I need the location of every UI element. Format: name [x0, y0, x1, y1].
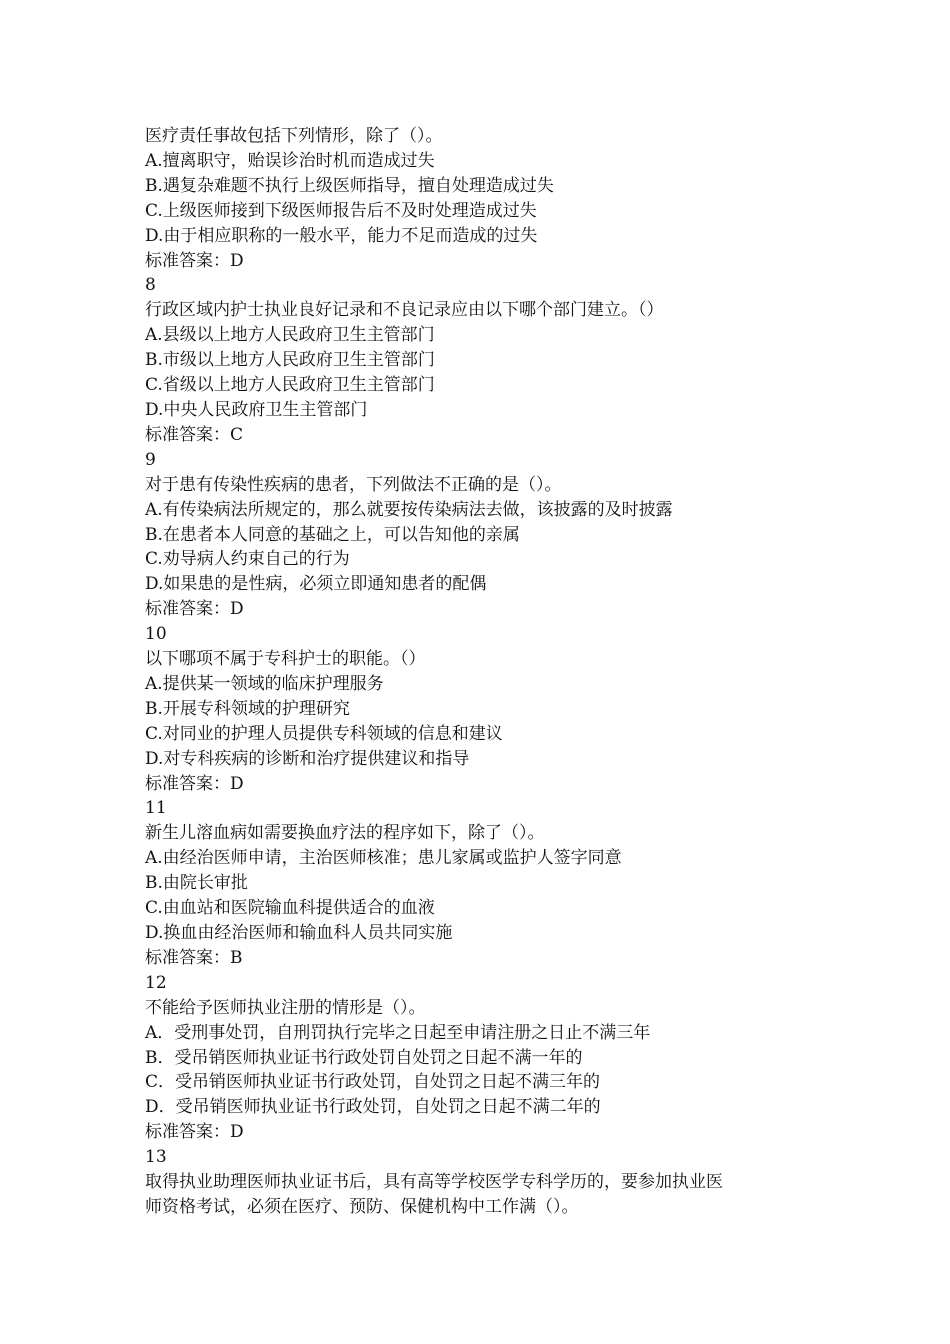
question-stem: 对于患有传染性疾病的患者，下列做法不正确的是（）。 [145, 474, 562, 495]
option-b: B.由院长审批 [145, 873, 248, 894]
question-stem: 新生儿溶血病如需要换血疗法的程序如下，除了（）。 [145, 823, 545, 844]
option-d: D.换血由经治医师和输血科人员共同实施 [145, 923, 453, 943]
option-d: D.中央人民政府卫生主管部门 [145, 399, 368, 420]
option-b: B.在患者本人同意的基础之上，可以告知他的亲属 [145, 524, 520, 545]
option-c: C.上级医师接到下级医师报告后不及时处理造成过失 [145, 200, 537, 221]
option-c: C.劝导病人约束自己的行为 [145, 549, 350, 570]
question-number: 13 [145, 1147, 167, 1168]
question-stem: 行政区域内护士执业良好记录和不良记录应由以下哪个部门建立。（） [145, 300, 664, 321]
standard-answer: 标准答案：D [145, 1122, 244, 1143]
option-b: B.市级以上地方人民政府卫生主管部门 [145, 350, 435, 371]
standard-answer: 标准答案：C [145, 424, 244, 445]
standard-answer: 标准答案：D [145, 773, 244, 794]
option-c: C．受吊销医师执业证书行政处罚，自处罚之日起不满三年的 [145, 1072, 601, 1093]
question-number: 11 [145, 798, 167, 819]
option-a: A．受刑事处罚，自刑罚执行完毕之日起至申请注册之日止不满三年 [145, 1022, 651, 1043]
option-a: A.擅离职守，贻误诊治时机而造成过失 [145, 150, 435, 171]
option-d: D.由于相应职称的一般水平，能力不足而造成的过失 [145, 225, 538, 246]
question-number: 12 [145, 972, 167, 993]
option-d: D．受吊销医师执业证书行政处罚，自处罚之日起不满二年的 [145, 1097, 601, 1118]
standard-answer: 标准答案：D [145, 599, 244, 620]
question-stem: 不能给予医师执业注册的情形是（）。 [145, 997, 426, 1018]
question-stem: 以下哪项不属于专科护士的职能。（） [145, 649, 426, 670]
question-stem: 医疗责任事故包括下列情形，除了（）。 [145, 126, 443, 146]
option-b: B．受吊销医师执业证书行政处罚自处罚之日起不满一年的 [145, 1047, 583, 1068]
question-stem-line-1: 取得执业助理医师执业证书后，具有高等学校医学专科学历的，要参加执业医 [145, 1172, 723, 1193]
option-a: A.提供某一领域的临床护理服务 [145, 673, 384, 694]
question-number: 9 [145, 449, 156, 470]
option-c: C.省级以上地方人民政府卫生主管部门 [145, 375, 435, 396]
question-number: 10 [145, 624, 167, 645]
option-d: D.对专科疾病的诊断和治疗提供建议和指导 [145, 748, 470, 769]
option-b: B.开展专科领域的护理研究 [145, 698, 350, 719]
option-b: B.遇复杂难题不执行上级医师指导，擅自处理造成过失 [145, 175, 554, 196]
question-number: 8 [145, 275, 156, 296]
question-stem-line-2: 师资格考试，必须在医疗、预防、保健机构中工作满（）。 [145, 1196, 579, 1217]
document-body [145, 124, 810, 1220]
standard-answer: 标准答案：D [145, 250, 244, 271]
option-a: A.有传染病法所规定的，那么就要按传染病法去做，该披露的及时披露 [145, 499, 673, 520]
option-c: C.对同业的护理人员提供专科领域的信息和建议 [145, 723, 503, 744]
standard-answer: 标准答案：B [145, 947, 243, 968]
option-c: C.由血站和医院输血科提供适合的血液 [145, 898, 435, 919]
option-d: D.如果患的是性病，必须立即通知患者的配偶 [145, 574, 487, 595]
option-a: A.由经治医师申请，主治医师核准；患儿家属或监护人签字同意 [145, 848, 622, 869]
option-a: A.县级以上地方人民政府卫生主管部门 [145, 325, 435, 346]
